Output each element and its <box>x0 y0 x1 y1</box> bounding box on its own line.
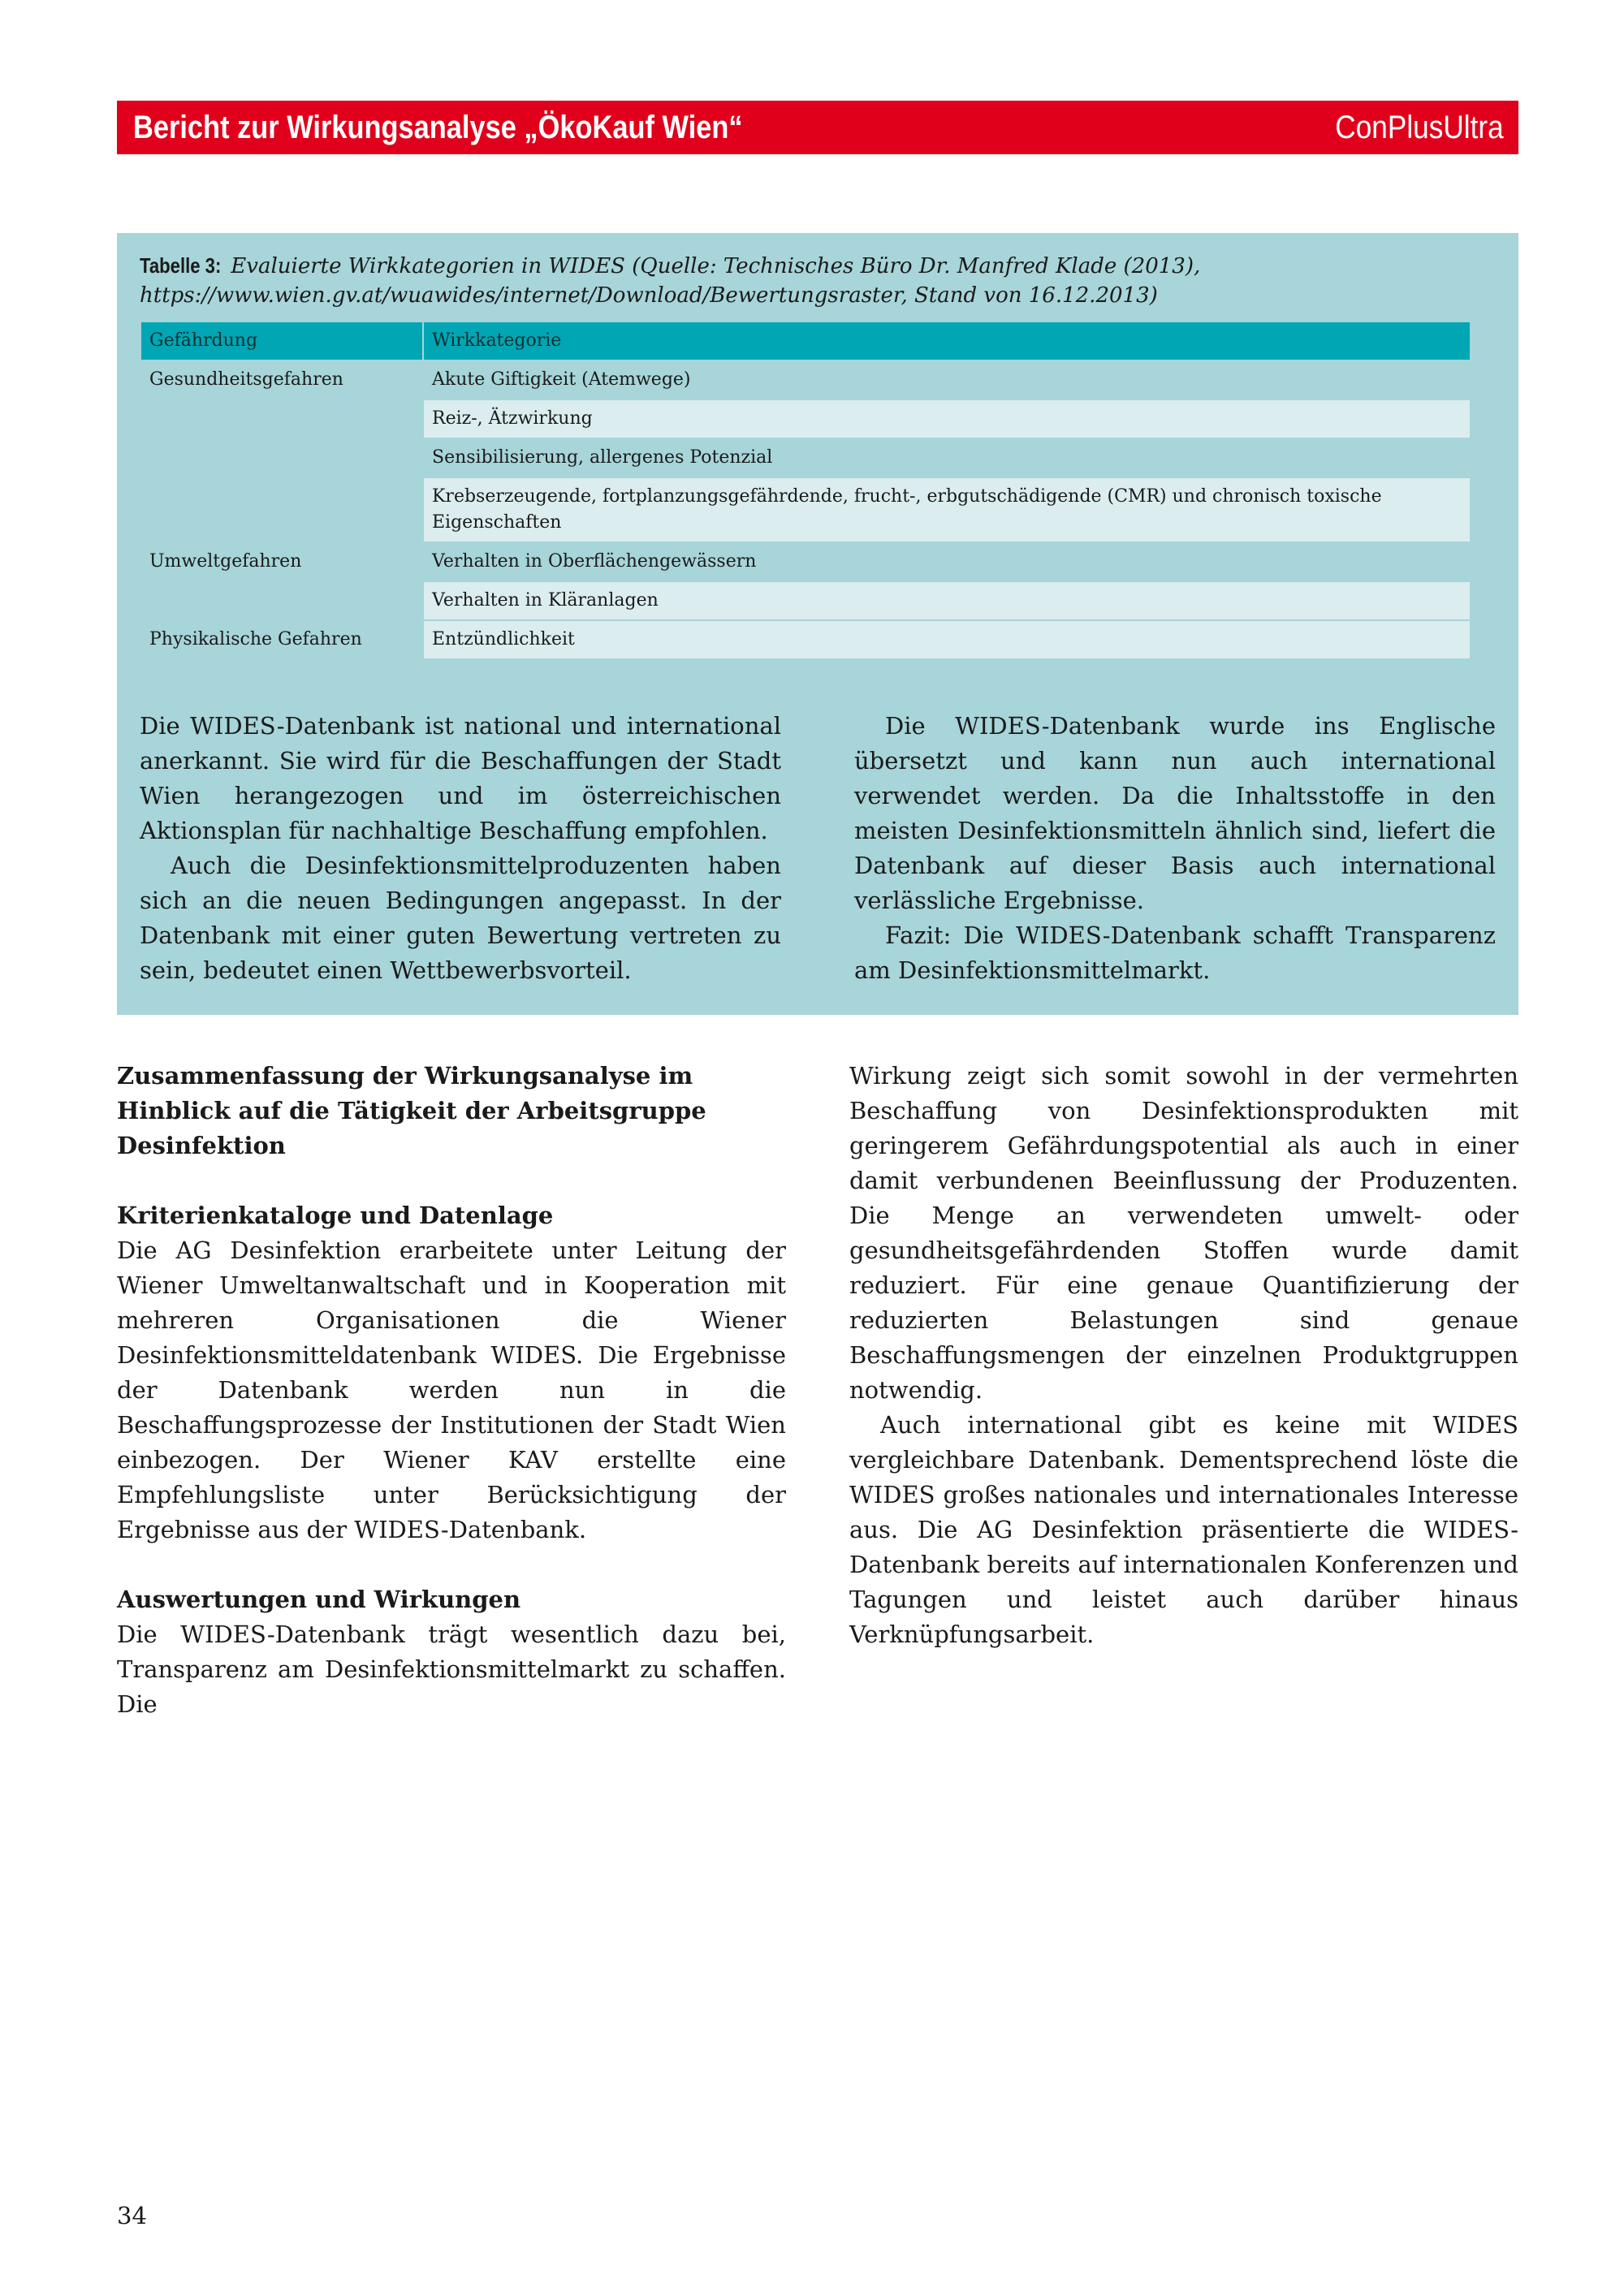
paragraph: Auch international gibt es keine mit WIDES vergleichbare Datenbank. Dementsprechend löste die WIDES großes nationales und internationales Interesse aus. Die AG Desinfektion präsentierte die WIDES-Datenbank bereits auf internationalen Konferenzen und Tagungen und leistet auch darüber hinaus Verknüpfungsarbeit. <box>849 1411 1518 1648</box>
brand-name: ConPlusUltra <box>1335 109 1504 145</box>
hazard-cell: Physikalische Gefahren <box>140 620 423 659</box>
teal-right-paragraph: Die WIDES-Datenbank wurde ins Englische übersetzt und kann nun auch international verwendet werden. Da die Inhaltsstoffe in den meisten Desinfektionsmitteln ähnlich sind, liefert die Datenbank auf dieser Basis auch international verlässliche Ergebnisse. <box>854 712 1496 914</box>
main-left-column <box>117 1059 786 1722</box>
subheading-evaluation: Auswertungen und Wirkungen <box>117 1586 521 1613</box>
paragraph: Wirkung zeigt sich somit sowohl in der vermehrten Beschaffung von Desinfektionsprodukten mit geringerem Gefährdungspotential als auch in einer damit verbundenen Beeinflussung der Produzenten. Die Menge an verwendeten umwelt- oder gesundheitsgefährdenden Stoffen wurde damit reduziert. Für eine genaue Quantifizierung der reduzierten Belastungen sind genaue Beschaffungsmengen der einzelnen Produktgruppen notwendig. <box>849 1062 1518 1404</box>
page-number: 34 <box>117 2202 147 2229</box>
caption-label: Tabelle 3: <box>140 253 222 278</box>
category-cell: Krebserzeugende, fortplanzungsgefährdende, frucht-, erbgutschädigende (CMR) und chronisch toxische Eigenschaften <box>423 477 1471 542</box>
teal-right-paragraph: Fazit: Die WIDES-Datenbank schafft Transparenz am Desinfektionsmittelmarkt. <box>854 921 1496 984</box>
table-row <box>140 542 1471 581</box>
category-cell: Reiz-, Ätzwirkung <box>423 399 1471 438</box>
table-box <box>117 233 1518 1015</box>
main-right-column <box>849 1059 1518 1652</box>
subheading-criteria: Kriterienkataloge und Datenlage <box>117 1202 554 1229</box>
hazard-cell: Umweltgefahren <box>140 542 423 620</box>
teal-left-column <box>140 709 781 988</box>
table-caption <box>140 251 1504 310</box>
teal-left-paragraph: Auch die Desinfektionsmittelproduzenten haben sich an die neuen Bedingungen angepasst. In der Datenbank mit einer guten Bewertung vertreten zu sein, bedeutet einen Wettbewerbsvorteil. <box>140 852 781 984</box>
report-title: Bericht zur Wirkungsanalyse „ÖkoKauf Wien“ <box>133 109 743 145</box>
paragraph: Die AG Desinfektion erarbeitete unter Leitung der Wiener Umweltanwaltschaft und in Kooperation mit mehreren Organisationen die Wiener Desinfektionsmitteldatenbank WIDES. Die Ergebnisse der Datenbank werden nun in die Beschaffungsprozesse der Institutionen der Stadt Wien einbezogen. Der Wiener KAV erstellte eine Empfehlungsliste unter Berücksichtigung der Ergebnisse aus der WIDES-Datenbank. <box>117 1236 786 1543</box>
category-cell: Verhalten in Oberflächengewässern <box>423 542 1471 581</box>
section-heading: Zusammenfassung der Wirkungsanalyse im Hinblick auf die Tätigkeit der Arbeitsgruppe Desinfektion <box>117 1062 706 1159</box>
category-cell: Entzündlichkeit <box>423 620 1471 659</box>
table-row <box>140 360 1471 399</box>
paragraph: Die WIDES-Datenbank trägt wesentlich dazu bei, Transparenz am Desinfektionsmittelmarkt zu schaffen. Die <box>117 1621 786 1718</box>
table-row <box>140 620 1471 659</box>
category-cell: Akute Giftigkeit (Atemwege) <box>423 360 1471 399</box>
header-category: Wirkkategorie <box>423 322 1471 360</box>
table-header-row <box>140 322 1471 360</box>
caption-text: Evaluierte Wirkkategorien in WIDES (Quelle: Technisches Büro Dr. Manfred Klade (2013), https://www.wien.gv.at/wuawides/internet/Download/Bewertungsraster, Stand von 16.12.2013) <box>140 254 1201 308</box>
teal-right-column <box>854 709 1496 988</box>
category-cell: Sensibilisierung, allergenes Potenzial <box>423 438 1471 477</box>
header-bar <box>117 101 1518 154</box>
hazard-category-table <box>140 321 1471 660</box>
hazard-cell: Gesundheitsgefahren <box>140 360 423 542</box>
teal-left-paragraph: Die WIDES-Datenbank ist national und international anerkannt. Sie wird für die Beschaffungen der Stadt Wien herangezogen und im österreichischen Aktionsplan für nachhaltige Beschaffung empfohlen. <box>140 712 781 844</box>
category-cell: Verhalten in Kläranlagen <box>423 581 1471 620</box>
header-hazard: Gefährdung <box>140 322 423 360</box>
